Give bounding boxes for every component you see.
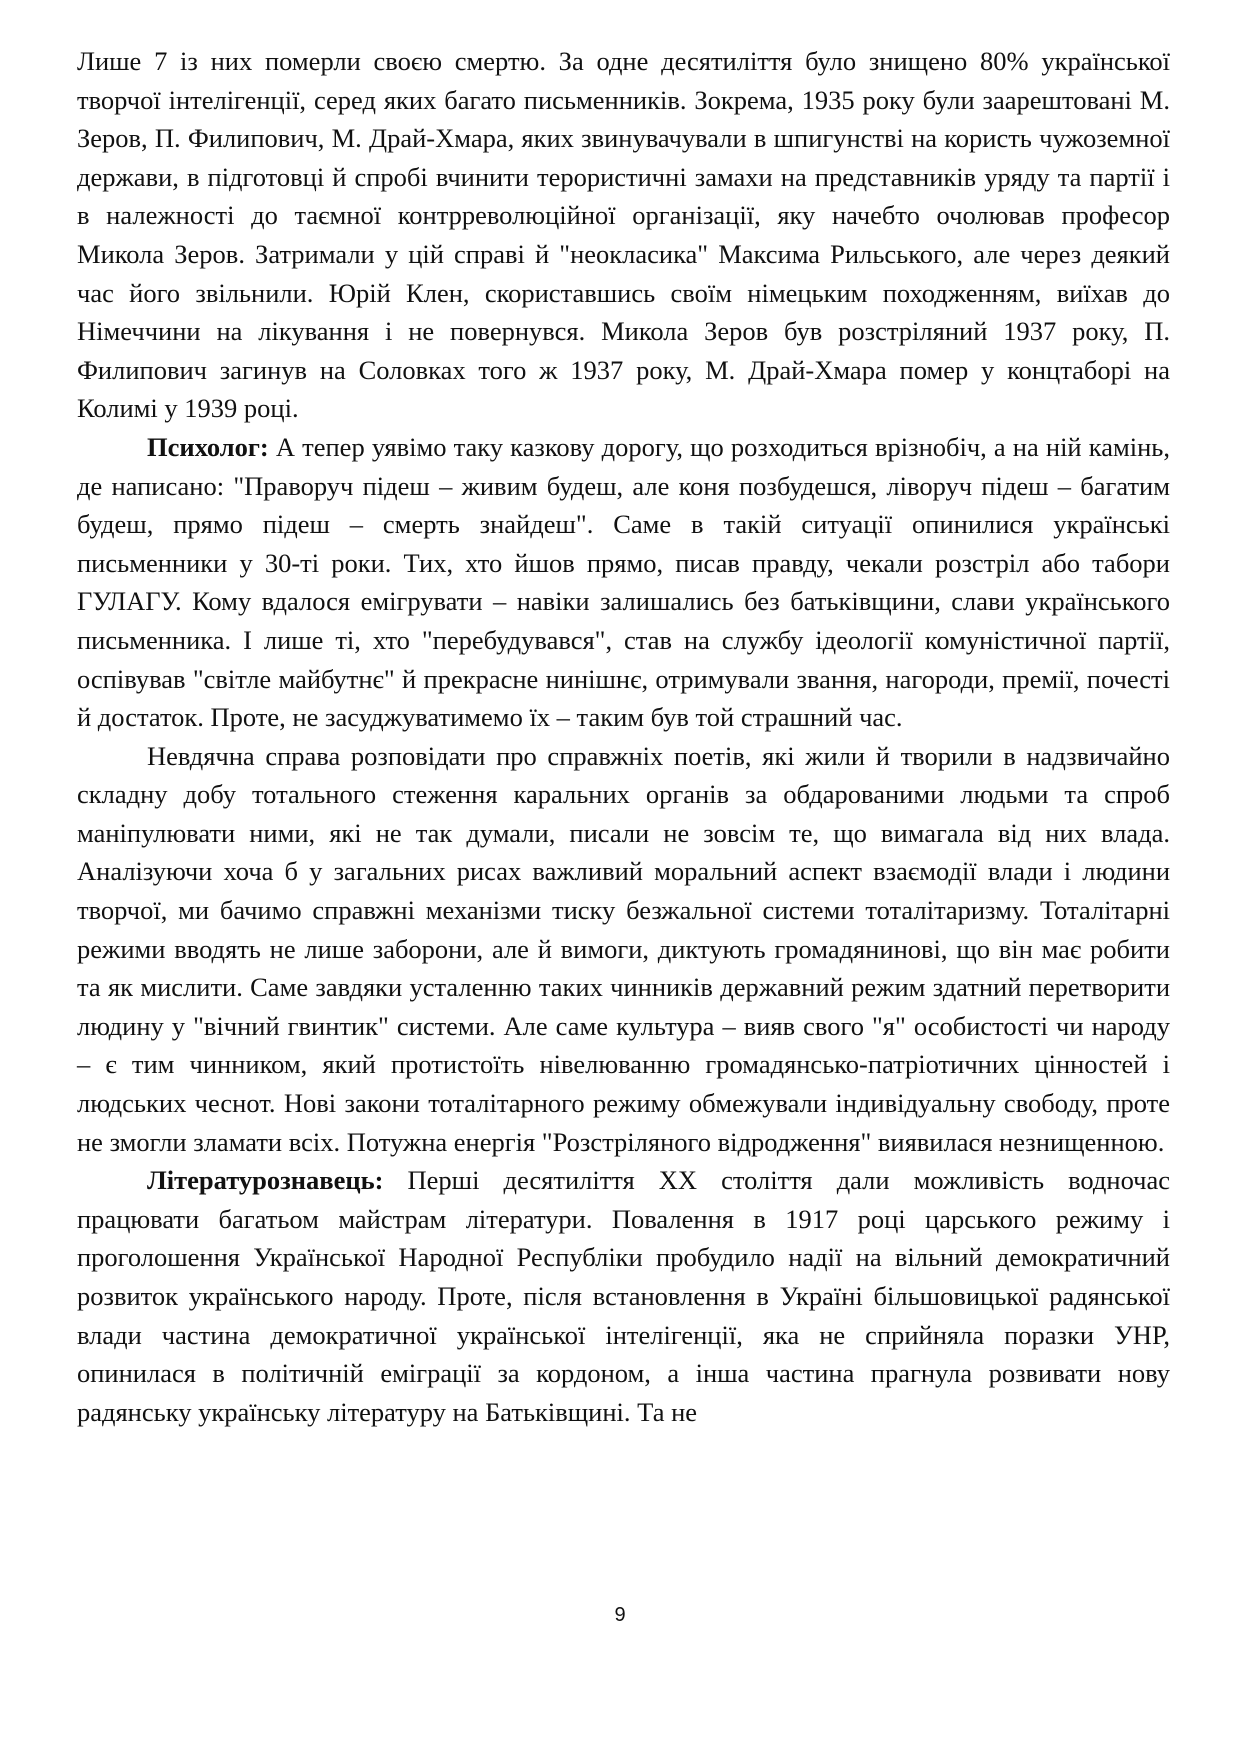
- paragraph: [77, 1161, 1170, 1431]
- speaker-label-literary-critic: Літературознавець:: [147, 1165, 384, 1196]
- paragraph-text: Невдячна справа розповідати про справжніх поетів, які жили й творили в надзвичайно складну добу тотального стеження каральних органів за обдарованими людьми та спроб маніпулювати ними, які не так думали, писали не зовсім те, що вимагала від них влада. Аналізуючи хоча б у загальних рисах важливий моральний аспект взаємодії влади і людини творчої, ми бачимо справжні механізми тиску безжальної системи тоталітаризму. Тоталітарні режими вводять не лише заборони, але й вимоги, диктують громадянинові, що він має робити та як мислити. Саме завдяки усталенню таких чинників державний режим здатний перетворити людину у "вічний гвинтик" системи. Але саме культура – вияв свого "я" особистості чи народу – є тим чинником, який протистоїть нівелюванню громадянсько-патріотичних цінностей і людських чеснот. Нові закони тоталітарного режиму обмежували індивідуальну свободу, проте не змогли зламати всіх. Потужна енергія "Розстріляного відродження" виявилася незнищенною.: [77, 740, 1170, 1157]
- paragraph-text: Лише 7 із них померли своєю смертю. За одне десятиліття було знищено 80% української творчої інтелігенції, серед яких багато письменників. Зокрема, 1935 року були заарештовані М. Зеров, П. Филипович, М. Драй-Хмара, яких звинувачували в шпигунстві на користь чужоземної держави, в підготовці й спробі вчинити терористичні замахи на представників уряду та партії і в належності до таємної контрреволюційної організації, яку начебто очолював професор Микола Зеров. Затримали у цій справі й "неокласика" Максима Рильського, але через деякий час його звільнили. Юрій Клен, скориставшись своїм німецьким походженням, виїхав до Німеччини на лікування і не повернувся. Микола Зеров був розстріляний 1937 року, П. Филипович загинув на Соловках того ж 1937 року, М. Драй-Хмара помер у концтаборі на Колимі у 1939 році.: [77, 46, 1170, 424]
- page-number: 9: [614, 1604, 626, 1626]
- paragraph: [77, 42, 1170, 428]
- paragraph: [77, 737, 1170, 1162]
- paragraph-text: Перші десятиліття ХХ століття дали можливість водночас працювати багатьом майстрам літератури. Повалення в 1917 році царського режиму і проголошення Української Народної Республіки пробудило надії на вільний демократичний розвиток українського народу. Проте, після встановлення в Україні більшовицької радянської влади частина демократичної української інтелігенції, яка не сприйняла поразки УНР, опинилася в політичній еміграції за кордоном, а інша частина прагнула розвивати нову радянську українську літературу на Батьківщині. Та не: [77, 1165, 1170, 1427]
- paragraph: [77, 428, 1170, 737]
- paragraph-text: А тепер уявімо таку казкову дорогу, що розходиться врізнобіч, а на ній камінь, де написано: "Праворуч підеш – живим будеш, але коня позбудешся, ліворуч підеш – багатим будеш, прямо підеш – смерть знайдеш". Саме в такій ситуації опинилися українські письменники у 30-ті роки. Тих, хто йшов прямо, писав правду, чекали розстріл або табори ГУЛАГУ. Кому вдалося емігрувати – навіки залишались без батьківщини, слави українського письменника. І лише ті, хто "перебудувався", став на службу ідеології комуністичної партії, оспівував "світле майбутнє" й прекрасне нинішнє, отримували звання, нагороди, премії, почесті й достаток. Проте, не засуджуватимемо їх – таким був той страшний час.: [77, 431, 1170, 733]
- body-text: [77, 42, 1170, 1431]
- speaker-label-psychologist: Психолог:: [147, 431, 269, 462]
